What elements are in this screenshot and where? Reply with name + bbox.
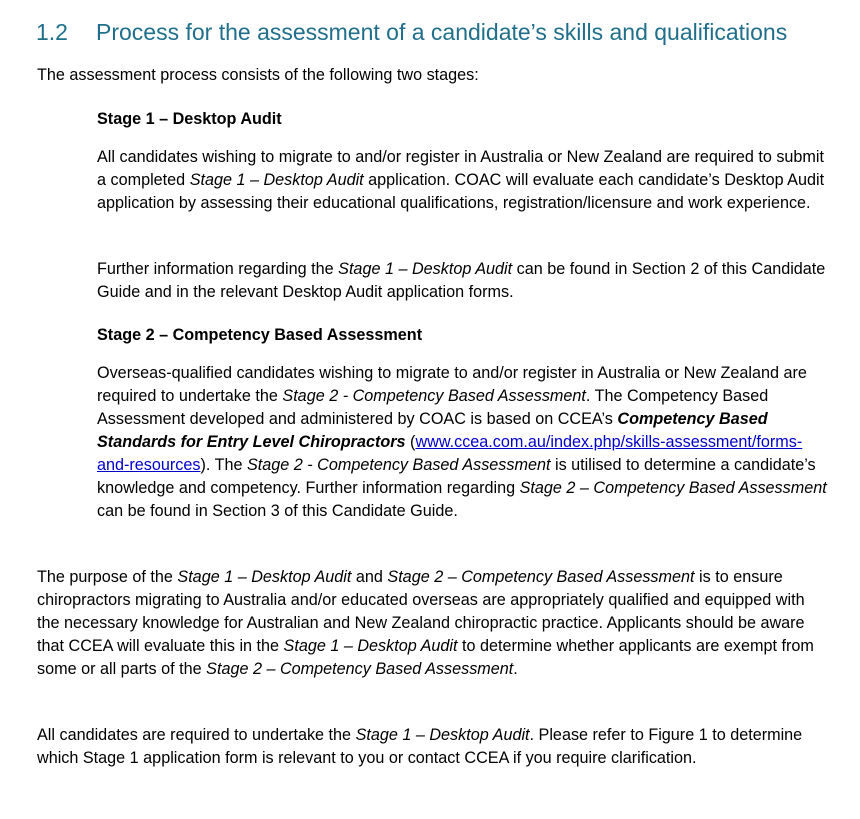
stage1-paragraph-2: Further information regarding the Stage 1 – Desktop Audit can be found in Section 2 of this Candidate Guide and in the relevant Desktop Audit application forms. bbox=[97, 260, 826, 301]
stage1-paragraph-1: All candidates wishing to migrate to and/or register in Australia or New Zealand are required to submit a completed Stage 1 – Desktop Audit application. COAC will evaluate each candidate’s Desktop Audit application by assessing their educational qualifications, registration/licensure and work experience. bbox=[97, 148, 825, 212]
standards-title: Competency Based Standards for Entry Level Chiropractors bbox=[97, 410, 768, 451]
stage2-paragraph: Overseas-qualified candidates wishing to migrate to and/or register in Australia or New Zealand are required to undertake the Stage 2 - Competency Based Assessment. The Competency Based Assessment developed and administered by COAC is based on CCEA’s Competency Based Standards for Entry Level Chiropractors (www.ccea.com.au/index.php/skills-assessment/forms-and-resources). The Stage 2 - Competency Based Assessment is utilised to determine a candidate’s knowledge and competency. Further information regarding Stage 2 – Competency Based Assessment can be found in Section 3 of this Candidate Guide. bbox=[97, 364, 827, 520]
intro-paragraph: The assessment process consists of the following two stages: bbox=[37, 66, 479, 84]
ccea-resources-link[interactable]: www.ccea.com.au/index.php/skills-assessment/forms-and-resources bbox=[97, 433, 803, 474]
section-title: Process for the assessment of a candidate’s skills and qualifications bbox=[96, 19, 788, 45]
stage2-title: Stage 2 – Competency Based Assessment bbox=[97, 326, 423, 344]
section-heading bbox=[36, 19, 787, 46]
closing-paragraph: All candidates are required to undertake the Stage 1 – Desktop Audit. Please refer to Figure 1 to determine which Stage 1 application form is relevant to you or contact CCEA if you require clarification. bbox=[37, 726, 803, 767]
section-number: 1.2 bbox=[36, 19, 68, 45]
stage1-title: Stage 1 – Desktop Audit bbox=[97, 110, 282, 128]
purpose-paragraph: The purpose of the Stage 1 – Desktop Audit and Stage 2 – Competency Based Assessment is to ensure chiropractors migrating to Australia and/or educated overseas are appropriately qualified and equipped with the necessary knowledge for Australian and New Zealand chiropractic practice. Applicants should be aware that CCEA will evaluate this in the Stage 1 – Desktop Audit to determine whether applicants are exempt from some or all parts of the Stage 2 – Competency Based Assessment. bbox=[37, 568, 814, 678]
